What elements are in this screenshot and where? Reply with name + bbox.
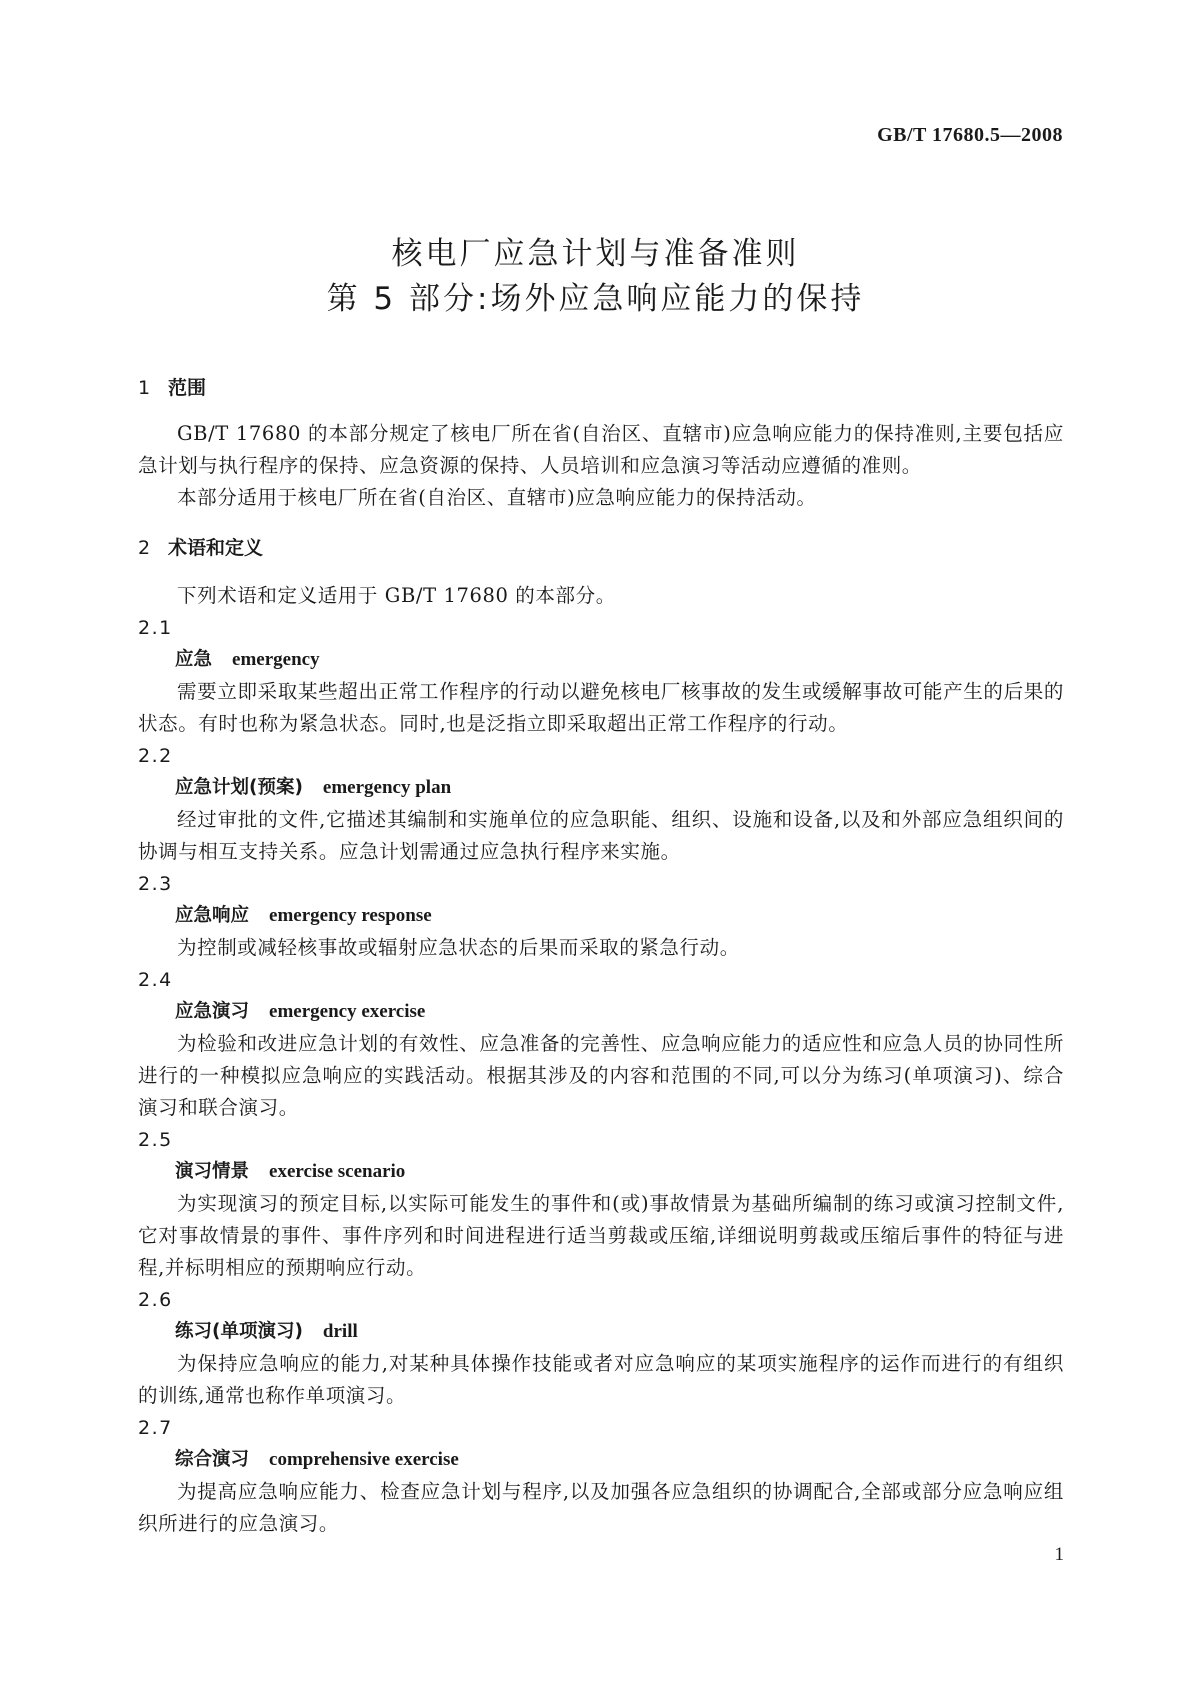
term-zh: 应急计划(预案): [175, 777, 303, 798]
term-title: [138, 1316, 1064, 1348]
document-body: [138, 372, 1064, 1540]
term-title: [138, 900, 1064, 932]
section-number: 2: [138, 537, 151, 559]
document-title: 核电厂应急计划与准备准则: [391, 236, 800, 272]
term-en: drill: [322, 1321, 358, 1342]
page-number: 1: [1054, 1544, 1064, 1565]
term-en: emergency exercise: [269, 1001, 426, 1022]
term-number: 2.3: [138, 873, 173, 895]
term-title: [138, 772, 1064, 804]
term-title: [138, 1156, 1064, 1188]
term-number: 2.4: [138, 969, 173, 991]
term-title: [138, 644, 1064, 676]
term-en: emergency response: [269, 905, 432, 926]
term-zh: 应急响应: [175, 905, 250, 926]
term-en: emergency: [232, 649, 320, 670]
term-number: 2.7: [138, 1417, 173, 1439]
term-title: [138, 996, 1064, 1028]
term-number: 2.6: [138, 1289, 173, 1311]
term-title: [138, 1444, 1064, 1476]
term-zh: 综合演习: [175, 1449, 250, 1470]
term-zh: 应急: [175, 649, 213, 670]
term-zh: 演习情景: [175, 1161, 250, 1182]
term-zh: 应急演习: [175, 1001, 250, 1022]
term-zh: 练习(单项演习): [175, 1321, 303, 1342]
section-heading-terms: [138, 532, 1064, 564]
term-en: exercise scenario: [269, 1161, 406, 1182]
section-number: 1: [138, 377, 151, 399]
paragraph: 下列术语和定义适用于 GB/T 17680 的本部分。: [177, 584, 616, 607]
term-number: 2.1: [138, 617, 173, 639]
term-definition: 需要立即采取某些超出正常工作程序的行动以避免核电厂核事故的发生或缓解事故可能产生的后果的状态。有时也称为紧急状态。同时,也是泛指立即采取超出正常工作程序的行动。: [138, 680, 1064, 735]
term-definition: 为保持应急响应的能力,对某种具体操作技能或者对应急响应的某项实施程序的运作而进行的有组织的训练,通常也称作单项演习。: [138, 1352, 1064, 1407]
paragraph: GB/T 17680 的本部分规定了核电厂所在省(自治区、直辖市)应急响应能力的保持准则,主要包括应急计划与执行程序的保持、应急资源的保持、人员培训和应急演习等活动应遵循的准则。: [138, 422, 1064, 477]
term-en: emergency plan: [322, 777, 452, 798]
term-definition: 为控制或减轻核事故或辐射应急状态的后果而采取的紧急行动。: [177, 936, 740, 959]
standard-code: GB/T 17680.5—2008: [877, 124, 1063, 146]
term-definition: 经过审批的文件,它描述其编制和实施单位的应急职能、组织、设施和设备,以及和外部应急组织间的协调与相互支持关系。应急计划需通过应急执行程序来实施。: [138, 808, 1064, 863]
term-number: 2.5: [138, 1129, 173, 1151]
term-number: 2.2: [138, 745, 173, 767]
term-definition: 为提高应急响应能力、检查应急计划与程序,以及加强各应急组织的协调配合,全部或部分应急响应组织所进行的应急演习。: [138, 1480, 1064, 1535]
section-title: 术语和定义: [168, 537, 264, 559]
term-en: comprehensive exercise: [269, 1449, 459, 1470]
paragraph: 本部分适用于核电厂所在省(自治区、直辖市)应急响应能力的保持活动。: [177, 486, 817, 509]
term-definition: 为实现演习的预定目标,以实际可能发生的事件和(或)事故情景为基础所编制的练习或演习控制文件,它对事故情景的事件、事件序列和时间进程进行适当剪裁或压缩,详细说明剪裁或压缩后事件的特征与进程,并标明相应的预期响应行动。: [138, 1192, 1064, 1279]
document-subtitle: 第 5 部分:场外应急响应能力的保持: [326, 281, 865, 317]
section-title: 范围: [168, 377, 207, 399]
section-heading-scope: [138, 372, 1064, 404]
term-definition: 为检验和改进应急计划的有效性、应急准备的完善性、应急响应能力的适应性和应急人员的协同性所进行的一种模拟应急响应的实践活动。根据其涉及的内容和范围的不同,可以分为练习(单项演习)、综合演习和联合演习。: [138, 1032, 1064, 1119]
